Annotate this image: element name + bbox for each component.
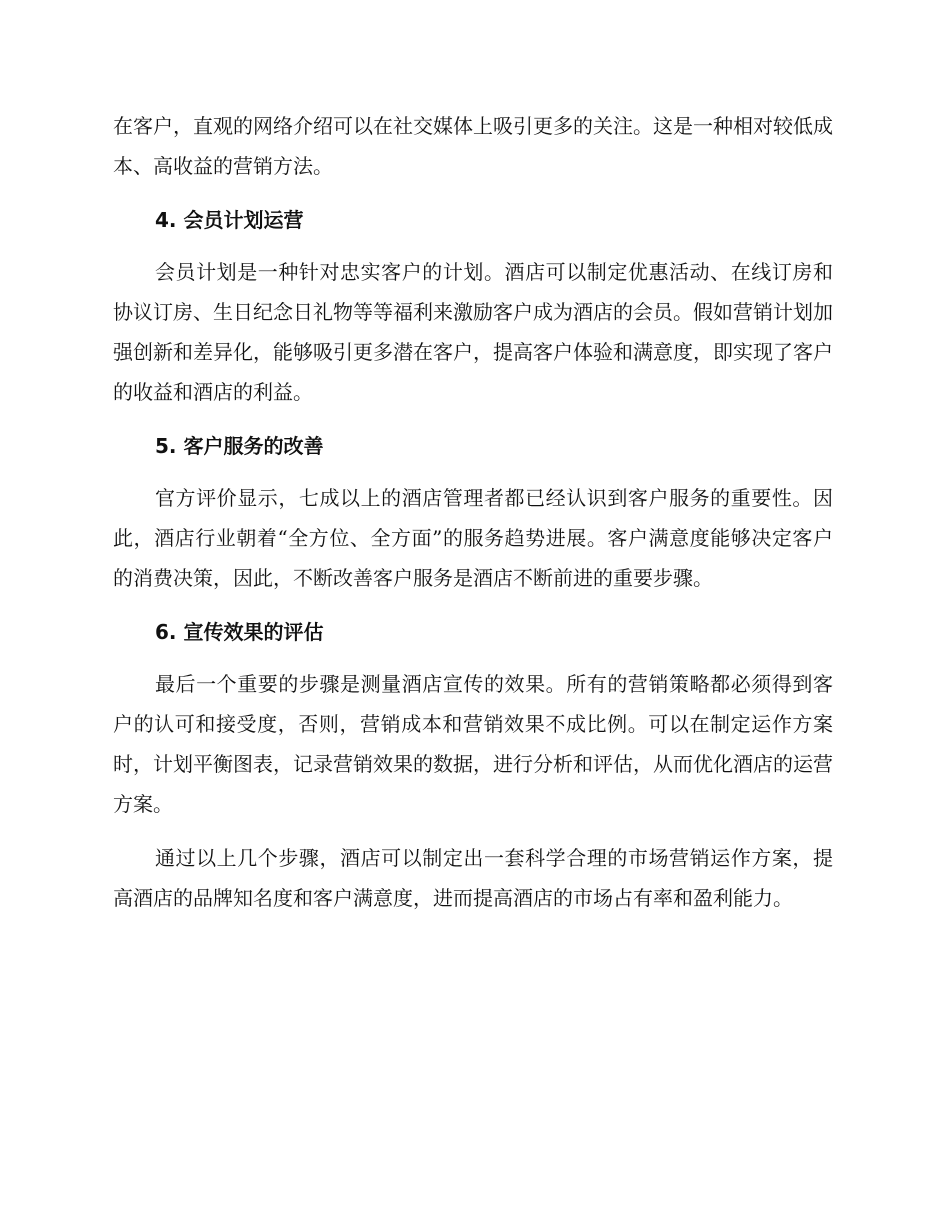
paragraph-membership-program: 会员计划是一种针对忠实客户的计划。酒店可以制定优惠活动、在线订房和协议订房、生日纪念日礼物等等福利来激励客户成为酒店的会员。假如营销计划加强创新和差异化，能够吸引更多潜在客户，提高客户体验和满意度，即实现了客户的收益和酒店的利益。 xyxy=(113,260,833,404)
paragraph-promotion-evaluation: 最后一个重要的步骤是测量酒店宣传的效果。所有的营销策略都必须得到客户的认可和接受度，否则，营销成本和营销效果不成比例。可以在制定运作方案时，计划平衡图表，记录营销效果的数据，进行分析和评估，从而优化酒店的运营方案。 xyxy=(113,672,833,816)
heading-customer-service: 5. 客户服务的改善 xyxy=(155,434,324,458)
paragraph-conclusion: 通过以上几个步骤，酒店可以制定出一套科学合理的市场营销运作方案，提高酒店的品牌知名度和客户满意度，进而提高酒店的市场占有率和盈利能力。 xyxy=(113,846,833,910)
heading-membership-program: 4. 会员计划运营 xyxy=(155,208,304,232)
heading-promotion-evaluation: 6. 宣传效果的评估 xyxy=(155,620,324,644)
document-body xyxy=(113,106,833,932)
paragraph-intro-continuation: 在客户，直观的网络介绍可以在社交媒体上吸引更多的关注。这是一种相对较低成本、高收益的营销方法。 xyxy=(113,114,833,178)
paragraph-customer-service: 官方评价显示，七成以上的酒店管理者都已经认识到客户服务的重要性。因此，酒店行业朝着“全方位、全方面”的服务趋势进展。客户满意度能够决定客户的消费决策，因此，不断改善客户服务是酒店不断前进的重要步骤。 xyxy=(113,486,833,590)
